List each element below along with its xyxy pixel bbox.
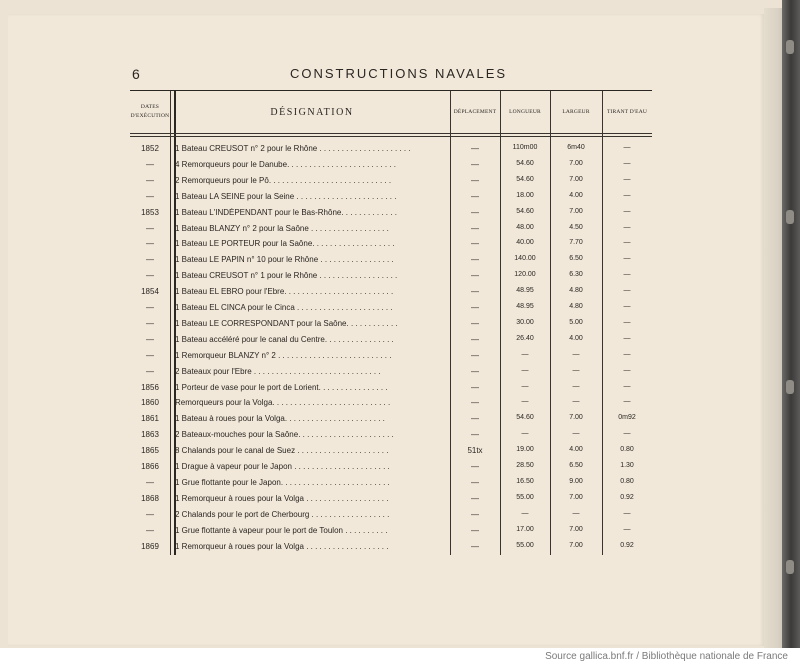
table-row (130, 395, 652, 410)
cell-date: — (146, 159, 154, 169)
cell-largeur: 7.00 (569, 175, 583, 183)
cell-largeur: 6m40 (567, 144, 585, 151)
cell-designation: 1 Grue flottante à vapeur pour le port de Toulon . . . . . . . . . . (175, 525, 388, 535)
cell-longueur: 54.60 (516, 159, 534, 167)
cell-largeur: 5.00 (569, 318, 583, 326)
cell-deplacement: — (471, 159, 479, 169)
table-row (130, 507, 652, 522)
cell-designation: 1 Bateau LE CORRESPONDANT pour la Saône. . . . . . . . . . . . (175, 318, 398, 328)
cell-tirant: — (623, 271, 631, 279)
header-largeur: LARGEUR (562, 108, 590, 115)
cell-largeur: 4.80 (569, 287, 583, 295)
cell-longueur: 48.95 (516, 303, 534, 310)
cell-designation: 1 Bateau LE PAPIN n° 10 pour le Rhône . . . . . . . . . . . . . . . . . (175, 255, 394, 265)
cell-date: — (146, 303, 154, 312)
cell-largeur: 4.50 (569, 223, 583, 231)
cell-tirant: — (623, 144, 631, 151)
cell-designation: 1 Bateau CREUSOT n° 1 pour le Rhône . . . . . . . . . . . . . . . . . . (175, 271, 398, 281)
cell-longueur: 18.00 (516, 191, 534, 199)
table-row (130, 221, 652, 236)
cell-date: 1868 (141, 493, 159, 503)
cell-longueur: 54.60 (516, 175, 534, 183)
cell-deplacement: — (471, 350, 479, 360)
cell-tirant: — (623, 398, 631, 406)
cell-designation: 8 Chalands pour le canal de Suez . . . . . . . . . . . . . . . . . . . . . (175, 446, 389, 456)
cell-deplacement: — (471, 271, 479, 281)
cell-longueur: 55.00 (516, 541, 534, 549)
cell-tirant: — (623, 159, 631, 167)
header-dates-line1: DATES (140, 104, 160, 110)
table-row (130, 284, 652, 299)
table-row (130, 523, 652, 538)
cell-longueur: 54.60 (516, 414, 534, 422)
table-row (130, 348, 652, 363)
header-designation: DÉSIGNATION (270, 106, 354, 118)
cell-largeur: 6.30 (569, 271, 583, 279)
cell-date: 1860 (141, 398, 159, 408)
cell-date: — (146, 350, 154, 360)
cell-designation: 2 Bateaux-mouches pour la Saône. . . . . . . . . . . . . . . . . . . . . . (175, 430, 394, 440)
cell-deplacement: — (471, 477, 479, 487)
cell-tirant: — (623, 318, 631, 326)
cell-longueur: 19.00 (516, 446, 534, 454)
cell-largeur: 6.50 (569, 462, 583, 469)
header-rule (130, 136, 652, 137)
cell-deplacement: — (471, 255, 479, 265)
table-row (130, 427, 652, 442)
cell-deplacement: — (471, 239, 479, 249)
cell-tirant: — (623, 382, 631, 390)
table-row (130, 380, 652, 395)
table-row (130, 205, 652, 220)
cell-designation: Remorqueurs pour la Volga. . . . . . . . . . . . . . . . . . . . . . . . . . . (175, 398, 391, 408)
running-head: CONSTRUCTIONS NAVALES (290, 66, 508, 81)
cell-designation: 1 Remorqueur BLANZY n° 2 . . . . . . . . . . . . . . . . . . . . . . . . . . (175, 350, 392, 360)
cell-designation: 2 Bateaux pour l'Ebre . . . . . . . . . . . . . . . . . . . . . . . . . . . . . (175, 366, 381, 376)
cell-date: — (146, 366, 154, 376)
table-row (130, 475, 652, 490)
table-row (130, 236, 652, 251)
cell-largeur: 4.80 (569, 303, 583, 310)
cell-deplacement: — (471, 366, 479, 376)
page-number: 6 (132, 66, 141, 82)
cell-deplacement: — (471, 334, 479, 344)
cell-deplacement: — (471, 207, 479, 217)
binding-mark-icon (786, 380, 794, 394)
table-row (130, 411, 652, 426)
cell-largeur: 7.00 (569, 159, 583, 167)
construction-table (130, 90, 652, 555)
table-row (130, 157, 652, 172)
cell-largeur: 7.00 (569, 414, 583, 422)
cell-tirant: — (623, 509, 631, 517)
cell-date: — (146, 477, 154, 487)
cell-designation: 1 Remorqueur à roues pour la Volga . . . . . . . . . . . . . . . . . . . (175, 541, 389, 551)
cell-date: — (146, 525, 154, 535)
cell-deplacement: — (471, 144, 479, 153)
cell-designation: 1 Bateau accéléré pour le canal du Centre. . . . . . . . . . . . . . . . (175, 334, 394, 344)
cell-largeur: — (572, 366, 580, 374)
cell-deplacement: — (471, 525, 479, 535)
cell-longueur: 16.50 (516, 477, 534, 485)
cell-tirant: 0.80 (620, 446, 634, 454)
cell-deplacement: — (471, 175, 479, 185)
cell-tirant: — (623, 525, 631, 533)
book-binding (782, 0, 800, 648)
cell-date: — (146, 334, 154, 344)
cell-tirant: — (623, 366, 631, 374)
cell-date: 1869 (141, 541, 159, 551)
cell-tirant: — (623, 303, 631, 310)
cell-date: 1856 (141, 382, 159, 392)
cell-longueur: — (521, 382, 529, 390)
header-deplacement: DÉPLACEMENT (453, 108, 497, 115)
header-dates-line2: D'EXÉCUTION (130, 113, 170, 119)
cell-tirant: — (623, 430, 631, 438)
cell-tirant: — (623, 350, 631, 358)
header-dates (130, 91, 170, 133)
cell-tirant: — (623, 223, 631, 231)
cell-longueur: 17.00 (516, 525, 534, 533)
cell-designation: 1 Bateau BLANZY n° 2 pour la Saône . . . . . . . . . . . . . . . . . . (175, 223, 389, 233)
table-row (130, 268, 652, 283)
cell-deplacement: — (471, 287, 479, 297)
cell-longueur: 120.00 (514, 271, 536, 279)
cell-date: 1853 (141, 207, 159, 217)
cell-date: — (146, 175, 154, 185)
cell-designation: 1 Bateau L'INDÉPENDANT pour le Bas-Rhône. . . . . . . . . . . . . (175, 207, 397, 217)
cell-largeur: 7.00 (569, 207, 583, 215)
cell-tirant: — (623, 207, 631, 215)
cell-largeur: 4.00 (569, 446, 583, 454)
cell-largeur: — (572, 350, 580, 358)
cell-deplacement: — (471, 223, 479, 233)
cell-tirant: 0m92 (618, 414, 636, 422)
cell-date: — (146, 271, 154, 281)
cell-deplacement: 51tx (467, 446, 483, 456)
header-rule (130, 133, 652, 134)
table-row (130, 252, 652, 267)
cell-tirant: — (623, 287, 631, 295)
cell-longueur: 48.00 (516, 223, 534, 231)
cell-deplacement: — (471, 382, 479, 392)
cell-tirant: 1.30 (620, 462, 634, 469)
table-row (130, 316, 652, 331)
cell-largeur: 7.00 (569, 525, 583, 533)
cell-deplacement: — (471, 430, 479, 440)
cell-designation: 1 Bateau EL EBRO pour l'Ebre. . . . . . . . . . . . . . . . . . . . . . . . . (175, 287, 394, 297)
cell-designation: 1 Drague à vapeur pour le Japon . . . . . . . . . . . . . . . . . . . . . . (175, 462, 390, 471)
cell-deplacement: — (471, 414, 479, 424)
cell-tirant: 0.92 (620, 493, 634, 501)
cell-designation: 2 Remorqueurs pour le Pô. . . . . . . . . . . . . . . . . . . . . . . . . . . . (175, 175, 392, 185)
cell-designation: 1 Grue flottante pour le Japon. . . . . . . . . . . . . . . . . . . . . . . . . (175, 477, 390, 487)
cell-designation: 1 Bateau LE PORTEUR pour la Saône. . . . . . . . . . . . . . . . . . . (175, 239, 395, 249)
table-row (130, 173, 652, 188)
cell-deplacement: — (471, 541, 479, 551)
cell-tirant: — (623, 334, 631, 342)
cell-deplacement: — (471, 509, 479, 519)
cell-deplacement: — (471, 493, 479, 503)
cell-longueur: 140.00 (514, 255, 536, 263)
cell-largeur: — (572, 509, 580, 517)
cell-largeur: 4.00 (569, 191, 583, 199)
cell-date: — (146, 223, 154, 233)
cell-date: 1863 (141, 430, 159, 440)
cell-tirant: 0.92 (620, 541, 634, 549)
cell-tirant: 0.80 (620, 477, 634, 485)
cell-tirant: — (623, 191, 631, 199)
cell-largeur: 4.00 (569, 334, 583, 342)
table-row (130, 491, 652, 506)
cell-date: 1861 (141, 414, 159, 424)
table-row (130, 364, 652, 379)
header-longueur: LONGUEUR (509, 108, 541, 115)
cell-designation: 1 Bateau CREUSOT n° 2 pour le Rhône . . . . . . . . . . . . . . . . . . . . . (175, 144, 411, 153)
cell-longueur: 55.00 (516, 493, 534, 501)
cell-largeur: 7.70 (569, 239, 583, 247)
cell-date: — (146, 509, 154, 519)
cell-date: 1854 (141, 287, 159, 297)
cell-designation: 1 Bateau à roues pour la Volga. . . . . . . . . . . . . . . . . . . . . . . (175, 414, 385, 424)
cell-designation: 2 Chalands pour le port de Cherbourg . . . . . . . . . . . . . . . . . . (175, 509, 390, 519)
binding-mark-icon (786, 560, 794, 574)
cell-largeur: — (572, 398, 580, 406)
table-row (130, 189, 652, 204)
cell-designation: 1 Bateau LA SEINE pour la Seine . . . . . . . . . . . . . . . . . . . . . . . (175, 191, 397, 201)
cell-date: 1852 (141, 144, 159, 153)
cell-largeur: 6.50 (569, 255, 583, 263)
cell-date: 1866 (141, 462, 159, 471)
cell-largeur: 7.00 (569, 541, 583, 549)
cell-longueur: 26.40 (516, 334, 534, 342)
cell-largeur: 7.00 (569, 493, 583, 501)
table-row (130, 332, 652, 347)
cell-date: — (146, 191, 154, 201)
cell-deplacement: — (471, 318, 479, 328)
cell-longueur: — (521, 398, 529, 406)
cell-designation: 1 Remorqueur à roues pour la Volga . . . . . . . . . . . . . . . . . . . (175, 493, 389, 503)
cell-date: — (146, 318, 154, 328)
table-row (130, 300, 652, 315)
cell-tirant: — (623, 255, 631, 263)
cell-designation: 4 Remorqueurs pour le Danube. . . . . . . . . . . . . . . . . . . . . . . . . (175, 159, 396, 169)
cell-date: — (146, 239, 154, 249)
table-row (130, 141, 652, 156)
cell-deplacement: — (471, 398, 479, 408)
cell-longueur: — (521, 366, 529, 374)
cell-largeur: 9.00 (569, 477, 583, 485)
cell-longueur: 40.00 (516, 239, 534, 247)
cell-largeur: — (572, 430, 580, 438)
cell-tirant: — (623, 175, 631, 183)
cell-date: 1865 (141, 446, 159, 456)
cell-longueur: 48.95 (516, 287, 534, 295)
cell-designation: 1 Bateau EL CINCA pour le Cinca . . . . . . . . . . . . . . . . . . . . . . (175, 303, 393, 312)
cell-deplacement: — (471, 462, 479, 471)
source-credit: Source gallica.bnf.fr / Bibliothèque nationale de France (545, 651, 788, 662)
header-tirant: TIRANT D'EAU (606, 108, 648, 115)
cell-longueur: — (521, 430, 529, 438)
cell-deplacement: — (471, 191, 479, 201)
cell-longueur: 30.00 (516, 318, 534, 326)
table-row (130, 539, 652, 554)
cell-longueur: 54.60 (516, 207, 534, 215)
cell-longueur: — (521, 350, 529, 358)
binding-mark-icon (786, 40, 794, 54)
cell-designation: 1 Porteur de vase pour le port de Lorient. . . . . . . . . . . . . . . . (175, 382, 388, 392)
cell-tirant: — (623, 239, 631, 247)
table-row (130, 443, 652, 458)
table-row (130, 459, 652, 474)
cell-date: — (146, 255, 154, 265)
binding-mark-icon (786, 210, 794, 224)
cell-longueur: — (521, 509, 529, 517)
cell-largeur: — (572, 382, 580, 390)
cell-longueur: 28.50 (516, 462, 534, 469)
cell-longueur: 110m00 (512, 144, 538, 151)
cell-deplacement: — (471, 303, 479, 312)
